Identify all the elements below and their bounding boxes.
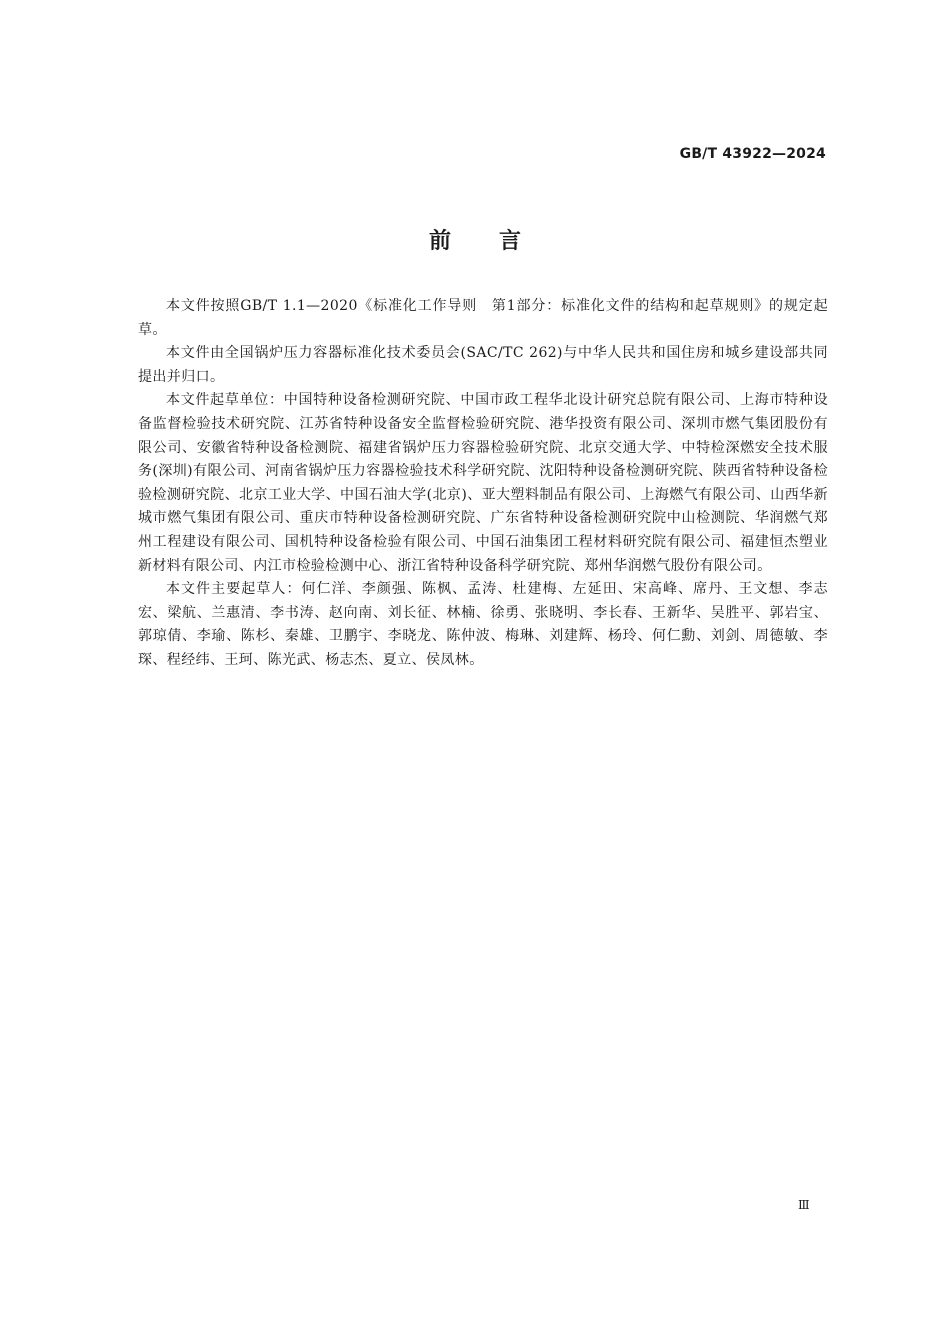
page-number: Ⅲ (798, 1198, 810, 1212)
document-code: GB/T 43922—2024 (679, 146, 826, 162)
foreword-body (138, 295, 828, 673)
paragraph-proposer: 本文件由全国锅炉压力容器标准化技术委员会(SAC/TC 262)与中华人民共和国住房和城乡建设部共同提出并归口。 (138, 345, 828, 385)
paragraph-drafters: 本文件主要起草人：何仁洋、李颜强、陈枫、孟涛、杜建梅、左延田、宋高峰、席丹、王文想、李志宏、梁航、兰惠清、李书涛、赵向南、刘长征、林楠、徐勇、张晓明、李长春、王新华、吴胜平、郭岩宝、郭琼倩、李瑜、陈杉、秦雄、卫鹏宇、李晓龙、陈仲波、梅琳、刘建辉、杨玲、何仁勳、刘剑、周德敏、李琛、程经纬、王珂、陈光武、杨志杰、夏立、侯凤林。 (138, 581, 828, 668)
paragraph-drafting-units: 本文件起草单位：中国特种设备检测研究院、中国市政工程华北设计研究总院有限公司、上海市特种设备监督检验技术研究院、江苏省特种设备安全监督检验研究院、港华投资有限公司、深圳市燃气集团股份有限公司、安徽省特种设备检测院、福建省锅炉压力容器检验研究院、北京交通大学、中特检深燃安全技术服务(深圳)有限公司、河南省锅炉压力容器检验技术科学研究院、沈阳特种设备检测研究院、陕西省特种设备检验检测研究院、北京工业大学、中国石油大学(北京)、亚大塑料制品有限公司、上海燃气有限公司、山西华新城市燃气集团有限公司、重庆市特种设备检测研究院、广东省特种设备检测研究院中山检测院、华润燃气郑州工程建设有限公司、国机特种设备检验有限公司、中国石油集团工程材料研究院有限公司、福建恒杰塑业新材料有限公司、内江市检验检测中心、浙江省特种设备科学研究院、郑州华润燃气股份有限公司。 (138, 392, 828, 574)
page-title: 前言 (428, 229, 569, 254)
paragraph-drafting-rules: 本文件按照GB/T 1.1—2020《标准化工作导则 第1部分：标准化文件的结构和起草规则》的规定起草。 (138, 298, 828, 338)
